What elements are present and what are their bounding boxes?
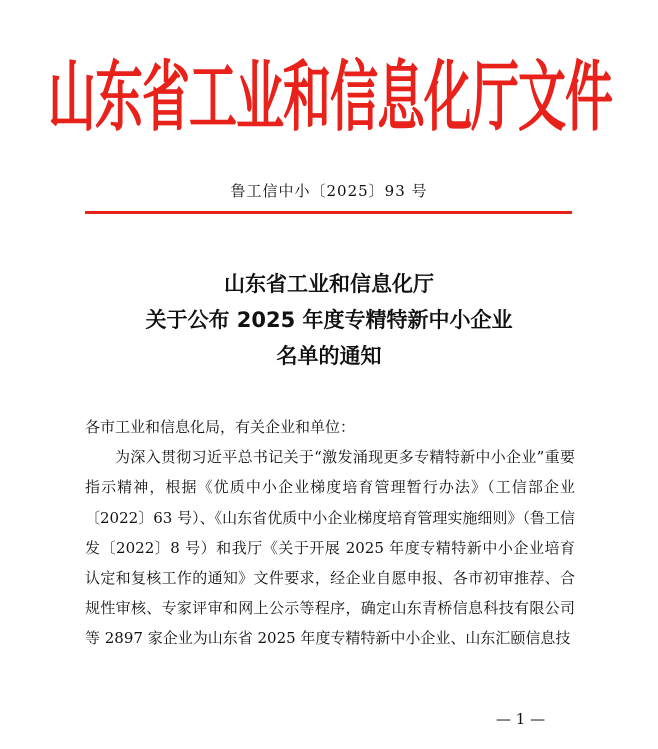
document-number: 鲁工信中小〔2025〕93 号 [230, 182, 428, 200]
title-line-3: 名单的通知 [276, 344, 382, 368]
title-line-1: 山东省工业和信息化厅 [224, 272, 434, 296]
masthead [48, 40, 613, 142]
title-line-2: 关于公布 2025 年度专精特新中小企业 [145, 308, 513, 332]
body-paragraph: 为深入贯彻习近平总书记关于“激发涌现更多专精特新中小企业”重要指示精神，根据《优质中小企业梯度培育管理暂行办法》（工信部企业〔2022〕63 号）、《山东省优质中小企业梯度培育管理实施细则》（鲁工信发〔2022〕8 号）和我厅《关于开展 2025 年度专精特新中小企业培育认定和复核工作的通知》文件要求，经企业自愿申报、各市初审推荐、合规性审核、专家评审和网上公示等程序，确定山东青桥信息科技有限公司等 2897 家企业为山东省 2025 年度专精特新中小企业、山东汇颐信息技 [85, 448, 575, 648]
notice-body [85, 412, 575, 654]
notice-title [0, 266, 658, 374]
salutation: 各市工业和信息化局，有关企业和单位： [85, 418, 356, 436]
page-number: — 1 — [496, 710, 546, 728]
red-divider-line [85, 211, 572, 214]
masthead-title: 山东省工业和信息化厅文件 [48, 52, 613, 142]
